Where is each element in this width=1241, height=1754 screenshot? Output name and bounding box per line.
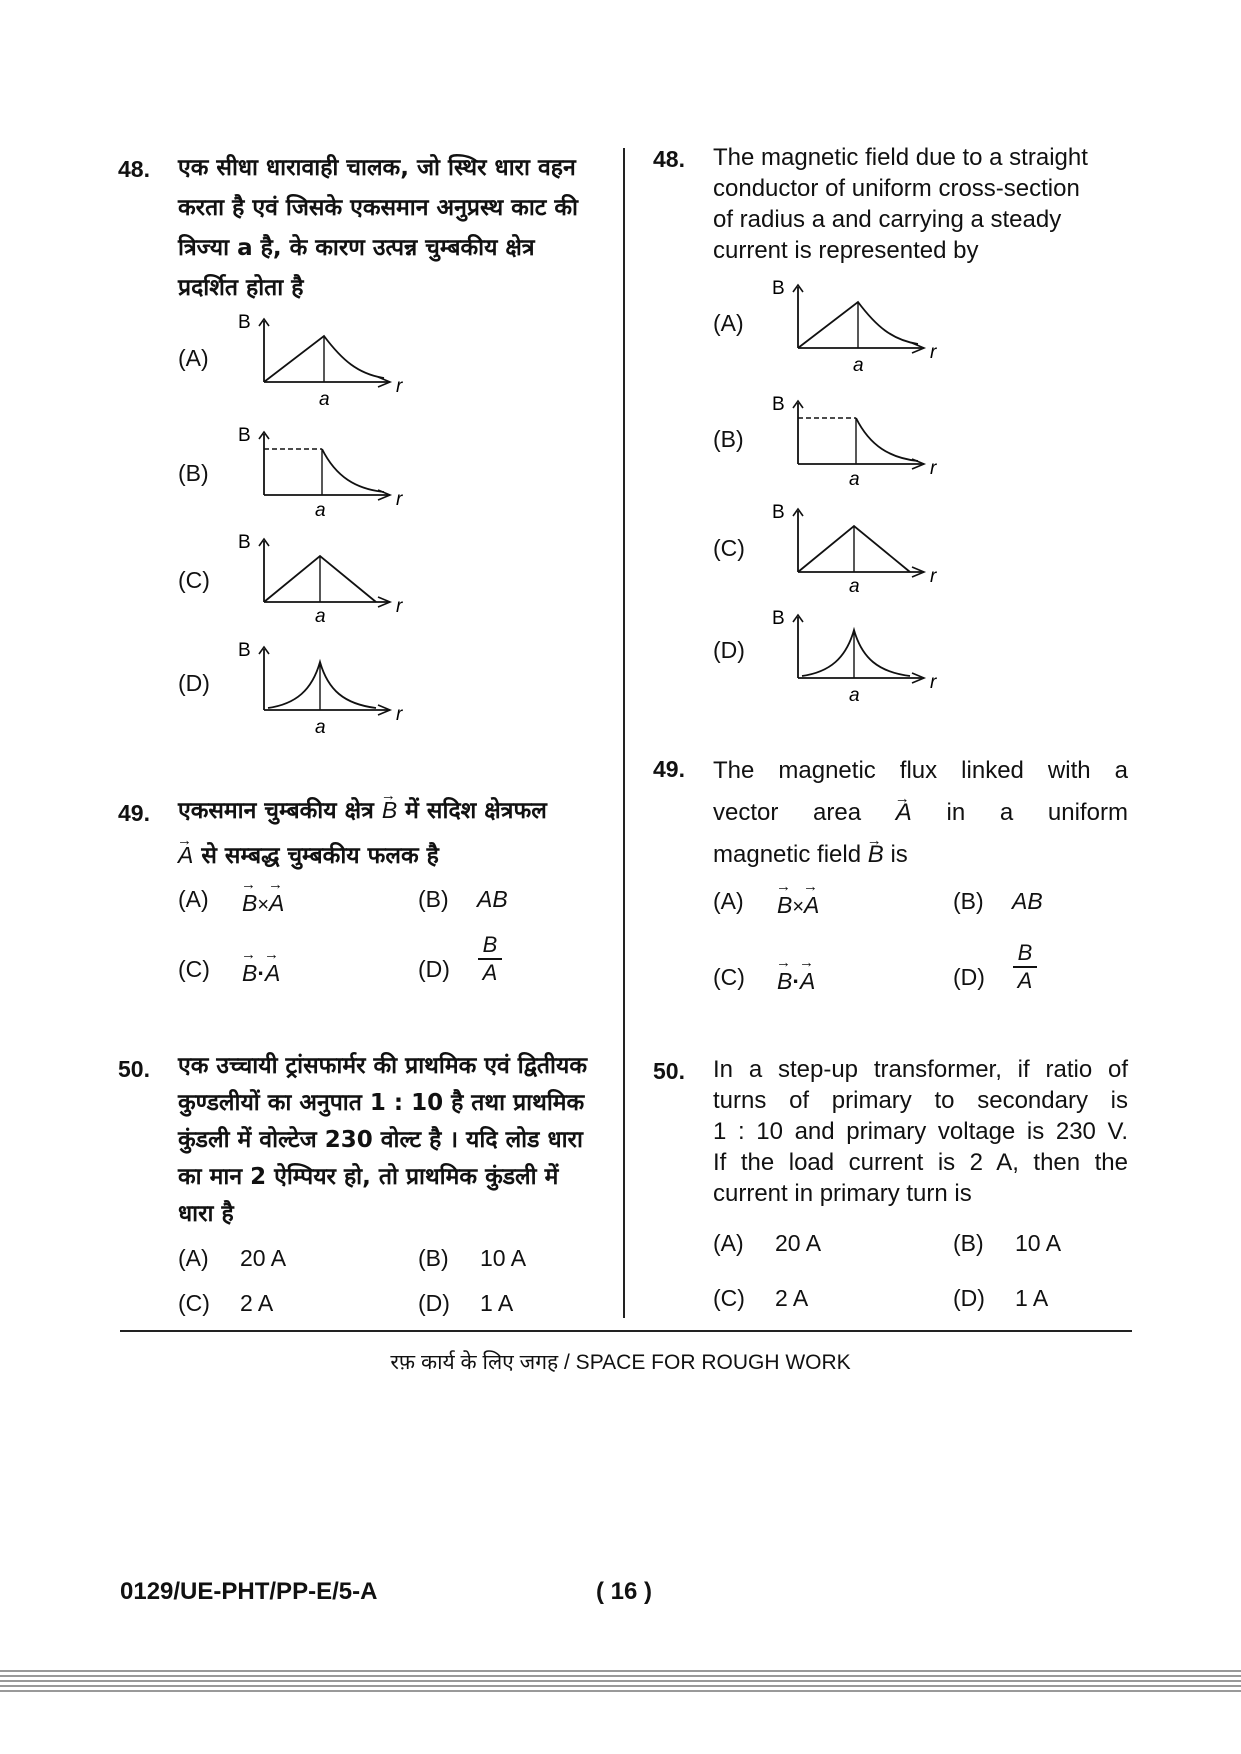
option-a-value: → B×→ A [242, 890, 284, 917]
question-number: 48. [118, 156, 150, 182]
axis-label-a: a [849, 576, 860, 597]
option-b-value: AB [477, 886, 508, 912]
option-d-label: (D) [418, 1290, 450, 1316]
graph-option-a [772, 278, 944, 376]
option-a-value: 20 A [775, 1230, 822, 1256]
option-c-label: (C) [178, 567, 210, 593]
footer-code: 0129/UE-PHT/PP-E/5-A [120, 1578, 378, 1605]
axis-label-a: a [853, 355, 864, 376]
option-c-label: (C) [713, 964, 745, 990]
question-text: एकसमान चुम्बकीय क्षेत्र → B में सदिश क्षेत्रफल → A से सम्बद्ध चुम्बकीय फलक है [178, 790, 598, 876]
axis-label-a: a [315, 717, 326, 738]
axis-label-a: a [315, 606, 326, 627]
axis-label-a: a [849, 685, 860, 706]
axis-label-b: B [772, 502, 785, 523]
axis-label-r: r [396, 704, 403, 725]
option-b-label: (B) [713, 426, 744, 452]
option-d-label: (D) [953, 964, 985, 990]
option-c-value: → B·→ A [777, 968, 815, 995]
axis-label-b: B [238, 425, 251, 446]
axis-label-b: B [238, 640, 251, 661]
option-a-label: (A) [178, 345, 209, 371]
axis-label-r: r [396, 596, 403, 617]
question-text: एक उच्चायी ट्रांसफार्मर की प्राथमिक एवं द्वितीयक कुण्डलीयों का अनुपात 1 : 10 है तथा प्राथमिक कुंडली में वोल्टेज 230 वोल्ट है । यदि लोड धारा का मान 2 ऐम्पियर हो, तो प्राथमिक कुंडली में धारा है [178, 1053, 588, 1227]
option-c-label: (C) [713, 1285, 745, 1311]
axis-label-r: r [930, 566, 937, 587]
option-a-label: (A) [178, 886, 209, 912]
axis-label-b: B [238, 532, 251, 553]
graph-option-a [238, 312, 410, 410]
axis-label-a: a [319, 389, 330, 410]
graph-option-d [238, 640, 410, 738]
option-a-label: (A) [713, 1230, 744, 1256]
option-a-label: (A) [178, 1245, 209, 1271]
graph-option-c [238, 532, 410, 627]
option-a-label: (A) [713, 310, 744, 336]
rough-work-caption: रफ़ कार्य के लिए जगह / SPACE FOR ROUGH WORK [390, 1351, 851, 1374]
axis-label-a: a [315, 500, 326, 521]
option-c-value: 2 A [240, 1290, 274, 1316]
option-b-value: 10 A [1015, 1230, 1062, 1256]
option-b-label: (B) [178, 460, 209, 486]
axis-label-b: B [772, 608, 785, 629]
option-c-value: 2 A [775, 1285, 809, 1311]
question-text: एक सीधा धारावाही चालक, जो स्थिर धारा वहन करता है एवं जिसके एकसमान अनुप्रस्थ काट की त्रिज्या a है, के कारण उत्पन्न चुम्बकीय क्षेत्र प्रदर्शित होता है [178, 155, 578, 301]
option-d-value: 1 A [1015, 1285, 1049, 1311]
option-d-label: (D) [418, 956, 450, 982]
question-number: 48. [653, 146, 685, 172]
page-number: ( 16 ) [596, 1578, 653, 1605]
axis-label-b: B [772, 278, 785, 299]
option-c-label: (C) [713, 535, 745, 561]
graph-stroke [268, 662, 376, 708]
axis-label-b: B [772, 394, 785, 415]
axis-label-r: r [930, 672, 937, 693]
question-number: 49. [118, 800, 150, 826]
option-d-label: (D) [953, 1285, 985, 1311]
option-c-value: → B·→ A [242, 960, 280, 987]
axis-label-b: B [238, 312, 251, 333]
axis-label-r: r [396, 376, 403, 397]
option-b-label: (B) [418, 886, 449, 912]
option-b-label: (B) [953, 1230, 984, 1256]
graph-stroke [802, 630, 910, 676]
option-a-value: → B×→ A [777, 892, 819, 919]
option-d-label: (D) [713, 637, 745, 663]
question-text: The magnetic field due to a straight conductor of uniform cross-section of radius a and carrying a steady current is represented by [713, 144, 1088, 264]
graph-option-d [772, 608, 944, 706]
option-b-label: (B) [418, 1245, 449, 1271]
graph-stroke [856, 418, 918, 461]
option-d-fraction: $\frac{B}{A}$ [1013, 940, 1037, 994]
option-a-value: 20 A [240, 1245, 287, 1271]
rough-work-rule [120, 1330, 1132, 1332]
option-c-label: (C) [178, 1290, 210, 1316]
column-divider [623, 148, 625, 1318]
question-number: 49. [653, 756, 685, 782]
option-d-fraction: $\frac{B}{A}$ [478, 932, 502, 986]
question-number: 50. [653, 1058, 685, 1084]
axis-label-a: a [849, 469, 860, 490]
option-d-label: (D) [178, 670, 210, 696]
question-text: The magnetic flux linked with a vector area → A in a uniform magnetic field → B is [713, 750, 1128, 876]
bottom-scan-bars [0, 1670, 1241, 1710]
question-number: 50. [118, 1056, 150, 1082]
option-b-value: AB [1012, 888, 1043, 914]
option-c-label: (C) [178, 956, 210, 982]
option-b-label: (B) [953, 888, 984, 914]
axis-label-r: r [930, 342, 937, 363]
question-text: In a step-up transformer, if ratio of turns of primary to secondary is 1 : 10 and primary voltage is 230 V. If the load current is 2 A, then the current in primary turn is [713, 1056, 1128, 1207]
graph-option-b [238, 425, 410, 521]
graph-option-c [772, 502, 944, 597]
graph-stroke [322, 449, 384, 492]
option-d-value: 1 A [480, 1290, 514, 1316]
axis-label-r: r [396, 489, 403, 510]
option-a-label: (A) [713, 888, 744, 914]
option-b-value: 10 A [480, 1245, 527, 1271]
graph-option-b [772, 394, 944, 490]
axis-label-r: r [930, 458, 937, 479]
